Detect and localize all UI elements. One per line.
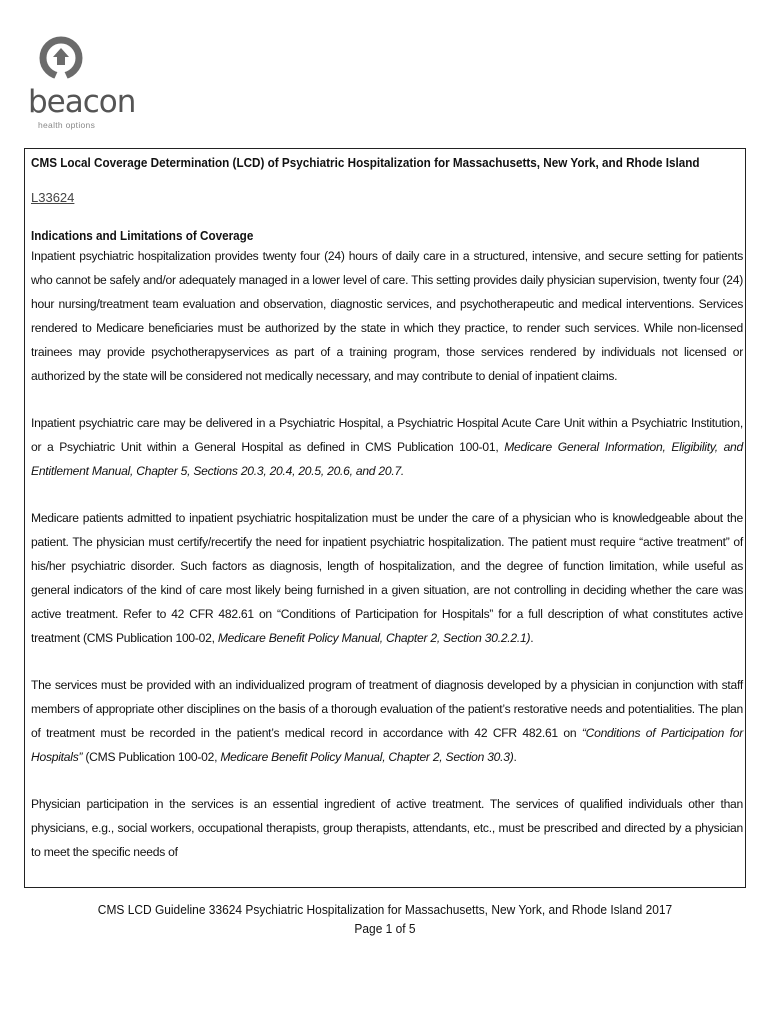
- logo-wordmark: beacon: [28, 84, 136, 120]
- document-frame: [24, 148, 746, 888]
- lcd-number-link[interactable]: L33624: [31, 190, 75, 205]
- page-footer: [0, 900, 770, 938]
- paragraph-3: Medicare patients admitted to inpatient psychiatric hospitalization must be under the care of a physician who is knowledgeable about the patient. The physician must certify/recertify the need for inpatient psychiatric hospitalization. The patient must require “active treatment” of his/her psychiatric disorder. Such factors as diagnosis, length of hospitalization, and the degree of function limitation, while useful as general indicators of the kind of care most likely being furnished in a given situation, are not controlling in deciding whether the care was active treatment. Refer to 42 CFR 482.61 on “Conditions of Participation for Hospitals” for a full description of what constitutes active treatment (CMS Publication 100-02, Medicare Benefit Policy Manual, Chapter 2, Section 30.2.2.1).: [31, 511, 743, 645]
- section-heading: Indications and Limitations of Coverage: [31, 228, 254, 243]
- paragraph-4: The services must be provided with an individualized program of treatment of diagnosis developed by a physician in conjunction with staff members of appropriate other disciplines on the basis of a thorough evaluation of the patient’s restorative needs and potentialities. The plan of treatment must be recorded in the patient’s medical record in accordance with 42 CFR 482.61 on “Conditions of Participation for Hospitals” (CMS Publication 100-02, Medicare Benefit Policy Manual, Chapter 2, Section 30.3).: [31, 678, 743, 764]
- paragraph-2: Inpatient psychiatric care may be delivered in a Psychiatric Hospital, a Psychiatric Hospital Acute Care Unit within a Psychiatric Institution, or a Psychiatric Unit within a General Hospital as defined in CMS Publication 100-01, Medicare General Information, Eligibility, and Entitlement Manual, Chapter 5, Sections 20.3, 20.4, 20.5, 20.6, and 20.7.: [31, 416, 744, 478]
- document-title: CMS Local Coverage Determination (LCD) of Psychiatric Hospitalization for Massachusetts, New York, and Rhode Island: [31, 155, 700, 170]
- beacon-logo-icon: [38, 36, 84, 84]
- paragraph-5: Physician participation in the services is an essential ingredient of active treatment. The services of qualified individuals other than physicians, e.g., social workers, occupational therapists, group therapists, attendants, etc., must be prescribed and directed by a physician to meet the specific needs of: [31, 797, 743, 859]
- beacon-logo: [24, 36, 136, 132]
- paragraph-1: Inpatient psychiatric hospitalization provides twenty four (24) hours of daily care in a structured, intensive, and secure setting for patients who cannot be safely and/or adequately managed in a lower level of care. This setting provides daily physician supervision, twenty four (24) hour nursing/treatment team evaluation and observation, diagnostic services, and psychotherapeutic and medical interventions. Services rendered to Medicare beneficiaries must be authorized by the state in which they practice, to render such services. While non-licensed trainees may provide psychotherapyservices as part of a training program, those services rendered by individuals not licensed or authorized by the state will be considered not medically necessary, and may contribute to denial of inpatient claims.: [31, 249, 743, 383]
- document-body: [31, 154, 743, 864]
- footer-guideline: CMS LCD Guideline 33624 Psychiatric Hospitalization for Massachusetts, New York, and Rhode Island 2017: [97, 902, 673, 917]
- logo-tagline: health options: [38, 120, 96, 130]
- footer-page-number: Page 1 of 5: [354, 921, 416, 936]
